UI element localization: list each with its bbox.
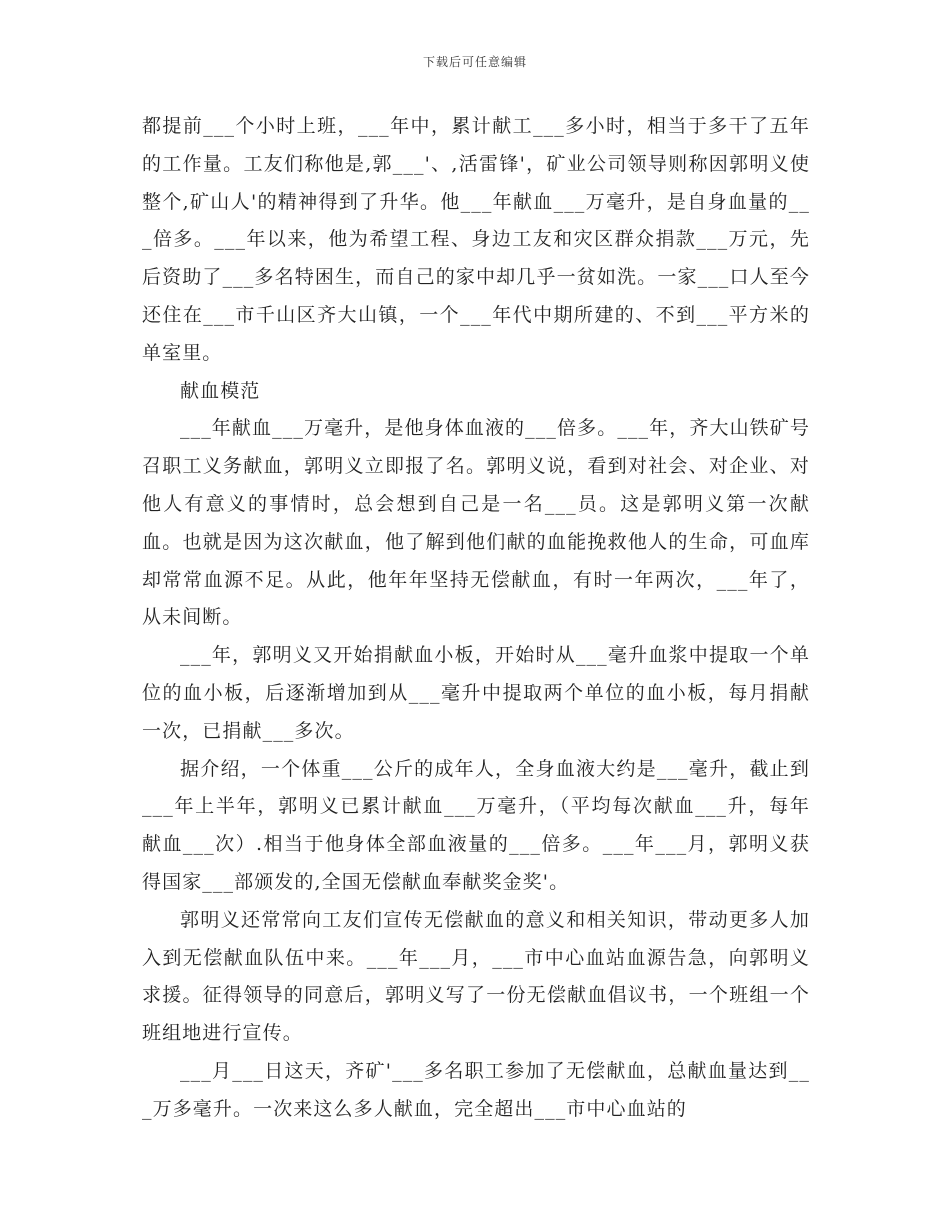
section-heading: 献血模范: [180, 379, 261, 402]
document-body: [142, 108, 810, 1129]
paragraph-promotion: 郭明义还常常向工友们宣传无偿献血的意义和相关知识，带动更多人加入到无偿献血队伍中来。___年___月，___市中心血站血源告急，向郭明义求援。征得领导的同意后，郭明义写了一份无偿献血倡议书，一个班组一个班组地进行宣传。: [142, 908, 810, 1045]
paragraph-statistics: 据介绍，一个体重___公斤的成年人，全身血液大约是___毫升，截止到___年上半年，郭明义已累计献血___万毫升，（平均每次献血___升，每年献血___次）.相当于他身体全部血液量的___倍多。___年___月，郭明义获得国家___部颁发的,全国无偿献血奉献奖金奖'。: [142, 757, 810, 893]
paragraph-mass-donation: ___月___日这天，齐矿'___多名职工参加了无偿献血，总献血量达到___万多毫升。一次来这么多人献血，完全超出___市中心血站的: [142, 1059, 810, 1120]
paragraph-intro: 都提前___个小时上班，___年中，累计献工___多小时，相当于多干了五年的工作量。工友们称他是,郭___'、,活雷锋'，矿业公司领导则称因郭明义使整个,矿山人'的精神得到了升华。他___年献血___万毫升，是自身血量的___倍多。___年以来，他为希望工程、身边工友和灾区群众捐款___万元，先后资助了___多名特困生，而自己的家中却几乎一贫如洗。一家___口人至今还住在___市千山区齐大山镇，一个___年代中期所建的、不到___平方米的单室里。: [142, 115, 810, 364]
paragraph-first-donation: ___年献血___万毫升，是他身体血液的___倍多。___年，齐大山铁矿号召职工义务献血，郭明义立即报了名。郭明义说，看到对社会、对企业、对他人有意义的事情时，总会想到自己是一名___员。这是郭明义第一次献血。也就是因为这次献血，他了解到他们献的血能挽救他人的生命，可血库却常常血源不足。从此，他年年坚持无偿献血，有时一年两次，___年了，从未间断。: [142, 417, 810, 629]
paragraph-platelets: ___年，郭明义又开始捐献血小板，开始时从___毫升血浆中提取一个单位的血小板，后逐渐增加到从___毫升中提取两个单位的血小板，每月捐献一次，已捐献___多次。: [142, 644, 810, 742]
page-header: 下载后可任意编辑: [422, 55, 527, 69]
